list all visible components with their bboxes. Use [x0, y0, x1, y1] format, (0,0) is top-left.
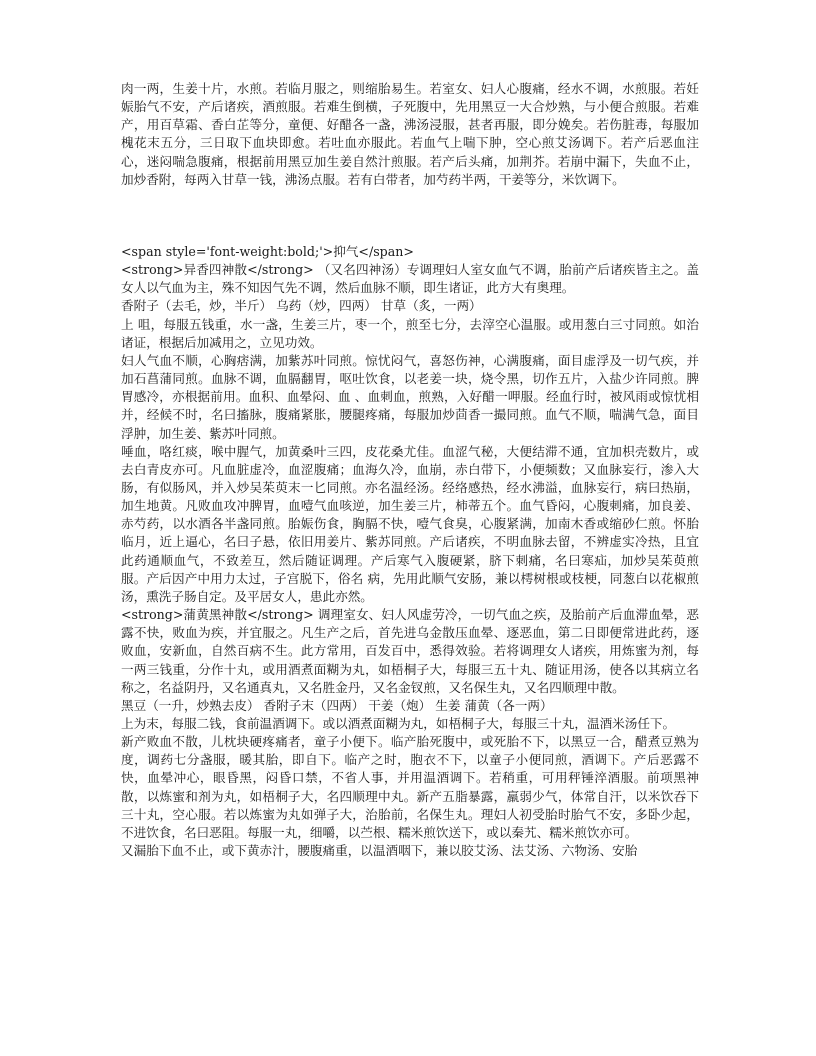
indications-paragraph: 妇人气血不顺，心胸痞满，加紫苏叶同煎。惊忧闷气，喜怒伤神，心满腹痛，面目虚浮及一切气疾，并加石菖蒲同煎。血脉不调，血膈翻胃，呕吐饮食，以老姜一块，烧令黑，切作五片，入盐少许同煎。脾胃感冷，亦根据前用。血积、血晕闷、血 、血刺血，煎熟，入好醋一呷服。经血行时，被风雨或惊忧相并，经候不时，名曰搐脉，腹痛紧胀，腰腿疼痛，每服加炒茴香一撮同煎。血气不顺，喘满气急，面目浮肿，加生姜、紫苏叶同煎。 — [121, 352, 699, 441]
document-page — [121, 80, 699, 860]
preparation-paragraph: 上为末，每服二钱，食前温酒调下。或以酒煮面糊为丸，如梧桐子大，每服三十丸，温酒米汤任下。 — [121, 716, 676, 731]
indications-paragraph: 新产败血不散，儿枕块硬疼痛者，童子小便下。临产胎死腹中，或死胎不下，以黑豆一合，醋煮豆熟为度，调药七分盏服，暖其胎，即自下。临产之时，胞衣不下，以童子小便同煎，酒调下。产后恶露不快，血晕冲心，眼昏黑，闷昏口禁，不省人事，并用温酒调下。若稍重，可用秤锤淬酒服。前项黑神散，以炼蜜和剂为丸，如梧桐子大，名四顺理中丸。新产五脂暴露，羸弱少气，体常自汗，以米饮吞下三十丸，空心服。若以炼蜜为丸如弹子大，治胎前，名保生丸。理妇人初受胎时胎气不安，多卧少起，不进饮食，名曰恶阻。每服一丸，细嚼，以苎根、糯米煎饮送下，或以秦艽、糯米煎饮亦可。 — [121, 734, 699, 840]
formula-description-paragraph: <strong>异香四神散</strong> （又名四神汤）专调理妇人室女血气不调，胎前产后诸疾皆主之。盖女人以气血为主，殊不知因气先不调，然后血脉不顺，即生诸证，此方大有奥理。 — [121, 262, 699, 296]
preparation-paragraph: 上 咀，每服五钱重，水一盏，生姜三片，枣一个，煎至七分，去滓空心温服。或用葱白三寸同煎。如治诸证，根据后加减用之，立见功效。 — [121, 316, 699, 350]
section-heading: <span style='font-weight:bold;'>抑气</span> — [121, 243, 414, 259]
indications-paragraph: 唾血，咯红痰，喉中腥气，加黄桑叶三四，皮花桑尤佳。血涩气秘，大便结滞不通，宜加枳壳数片，或去白青皮亦可。凡血脏虚冷，血涩腹痛；血海久冷，血崩，赤白带下，小便频数；又血脉妄行，渗入大肠，有似肠风，并入炒吴茱萸末一匕同煎。亦名温经汤。经络感热，经水沸溢，血脉妄行，病曰热崩，加生地黄。凡败血攻冲脾胃，血噎气血咳逆，加生姜三片，柿蒂五个。血气昏闷，心腹刺痛，加良姜、赤芍药，以水酒各半盏同煎。胎娠伤食，胸膈不快，噎气食臭，心腹紧满，加南木香或缩砂仁煎。怀胎临月，近上逼心，名曰子悬，依旧用姜片、紫苏同煎。产后诸疾，不明血脉去留，不辨虚实冷热，且宜此药通顺血气，不致差互，然后随证调理。产后寒气入腹硬紧，脐下刺痛，名曰寒疝，加炒吴茱萸煎服。产后因产中用力太过，子宫脱下，俗名 病，先用此顺气安肠，兼以樗树根或枝梗，同葱白以花椒煎汤，熏洗子肠自定。及平居女人，患此亦然。 — [121, 443, 699, 604]
formula-description-paragraph: <strong>蒲黄黑神散</strong> 调理室女、妇人风虚劳冷，一切气血之疾，及胎前产后血滞血晕，恶露不快，败血为疾，并宜服之。凡生产之后，首先进乌金散压血晕、逐恶血，第二日即便常进此药，逐败血，安新血，自然百病不生。此方常用，百发百中，悉得效验。若将调理女人诸疾，用炼蜜为剂，每一两三钱重，分作十丸，或用酒煮面糊为丸，如梧桐子大，每服三五十丸、随证用汤，使各以其病立名称之，名益阴丹，又名通真丸，又名胜金丹，又名金钗煎，又名保生丸，又名四顺理中散。 — [121, 607, 699, 695]
indications-paragraph: 又漏胎下血不止，或下黄赤汁，腰腹痛重，以温酒咽下，兼以胶艾汤、法艾汤、六物汤、安胎 — [121, 843, 638, 859]
ingredients-line: 香附子（去毛，炒，半斤） 乌药（炒，四两） 甘草（炙，一两） — [121, 298, 482, 314]
ingredients-line: 黑豆（一升，炒熟去皮） 香附子末（四两） 干姜（炮） 生姜 蒲黄（各一两） — [121, 697, 553, 713]
intro-paragraph: 肉一两，生姜十片，水煎。若临月服之，则缩胎易生。若室女、妇人心腹痛，经水不调，水煎服。若妊娠胎气不安，产后诸疾，酒煎服。若难生倒横，子死腹中，先用黑豆一大合炒熟，与小便合煎服。若难产，用百草霜、香白芷等分，童便、好醋各一盏，沸汤浸服，甚者再服，即分娩矣。若伤脏毒，每服加槐花末五分，三日取下血块即愈。若吐血亦服此。若血气上喘下肿，空心煎艾汤调下。若产后恶血注心，迷闷喘急腹痛，根据前用黑豆加生姜自然汁煎服。若产后头痛，加荆芥。若崩中漏下，失血不止，加炒香附，每两入甘草一钱，沸汤点服。若有白带者，加芍药半两，干姜等分，米饮调下。 — [121, 81, 699, 187]
section-gap — [121, 189, 699, 243]
